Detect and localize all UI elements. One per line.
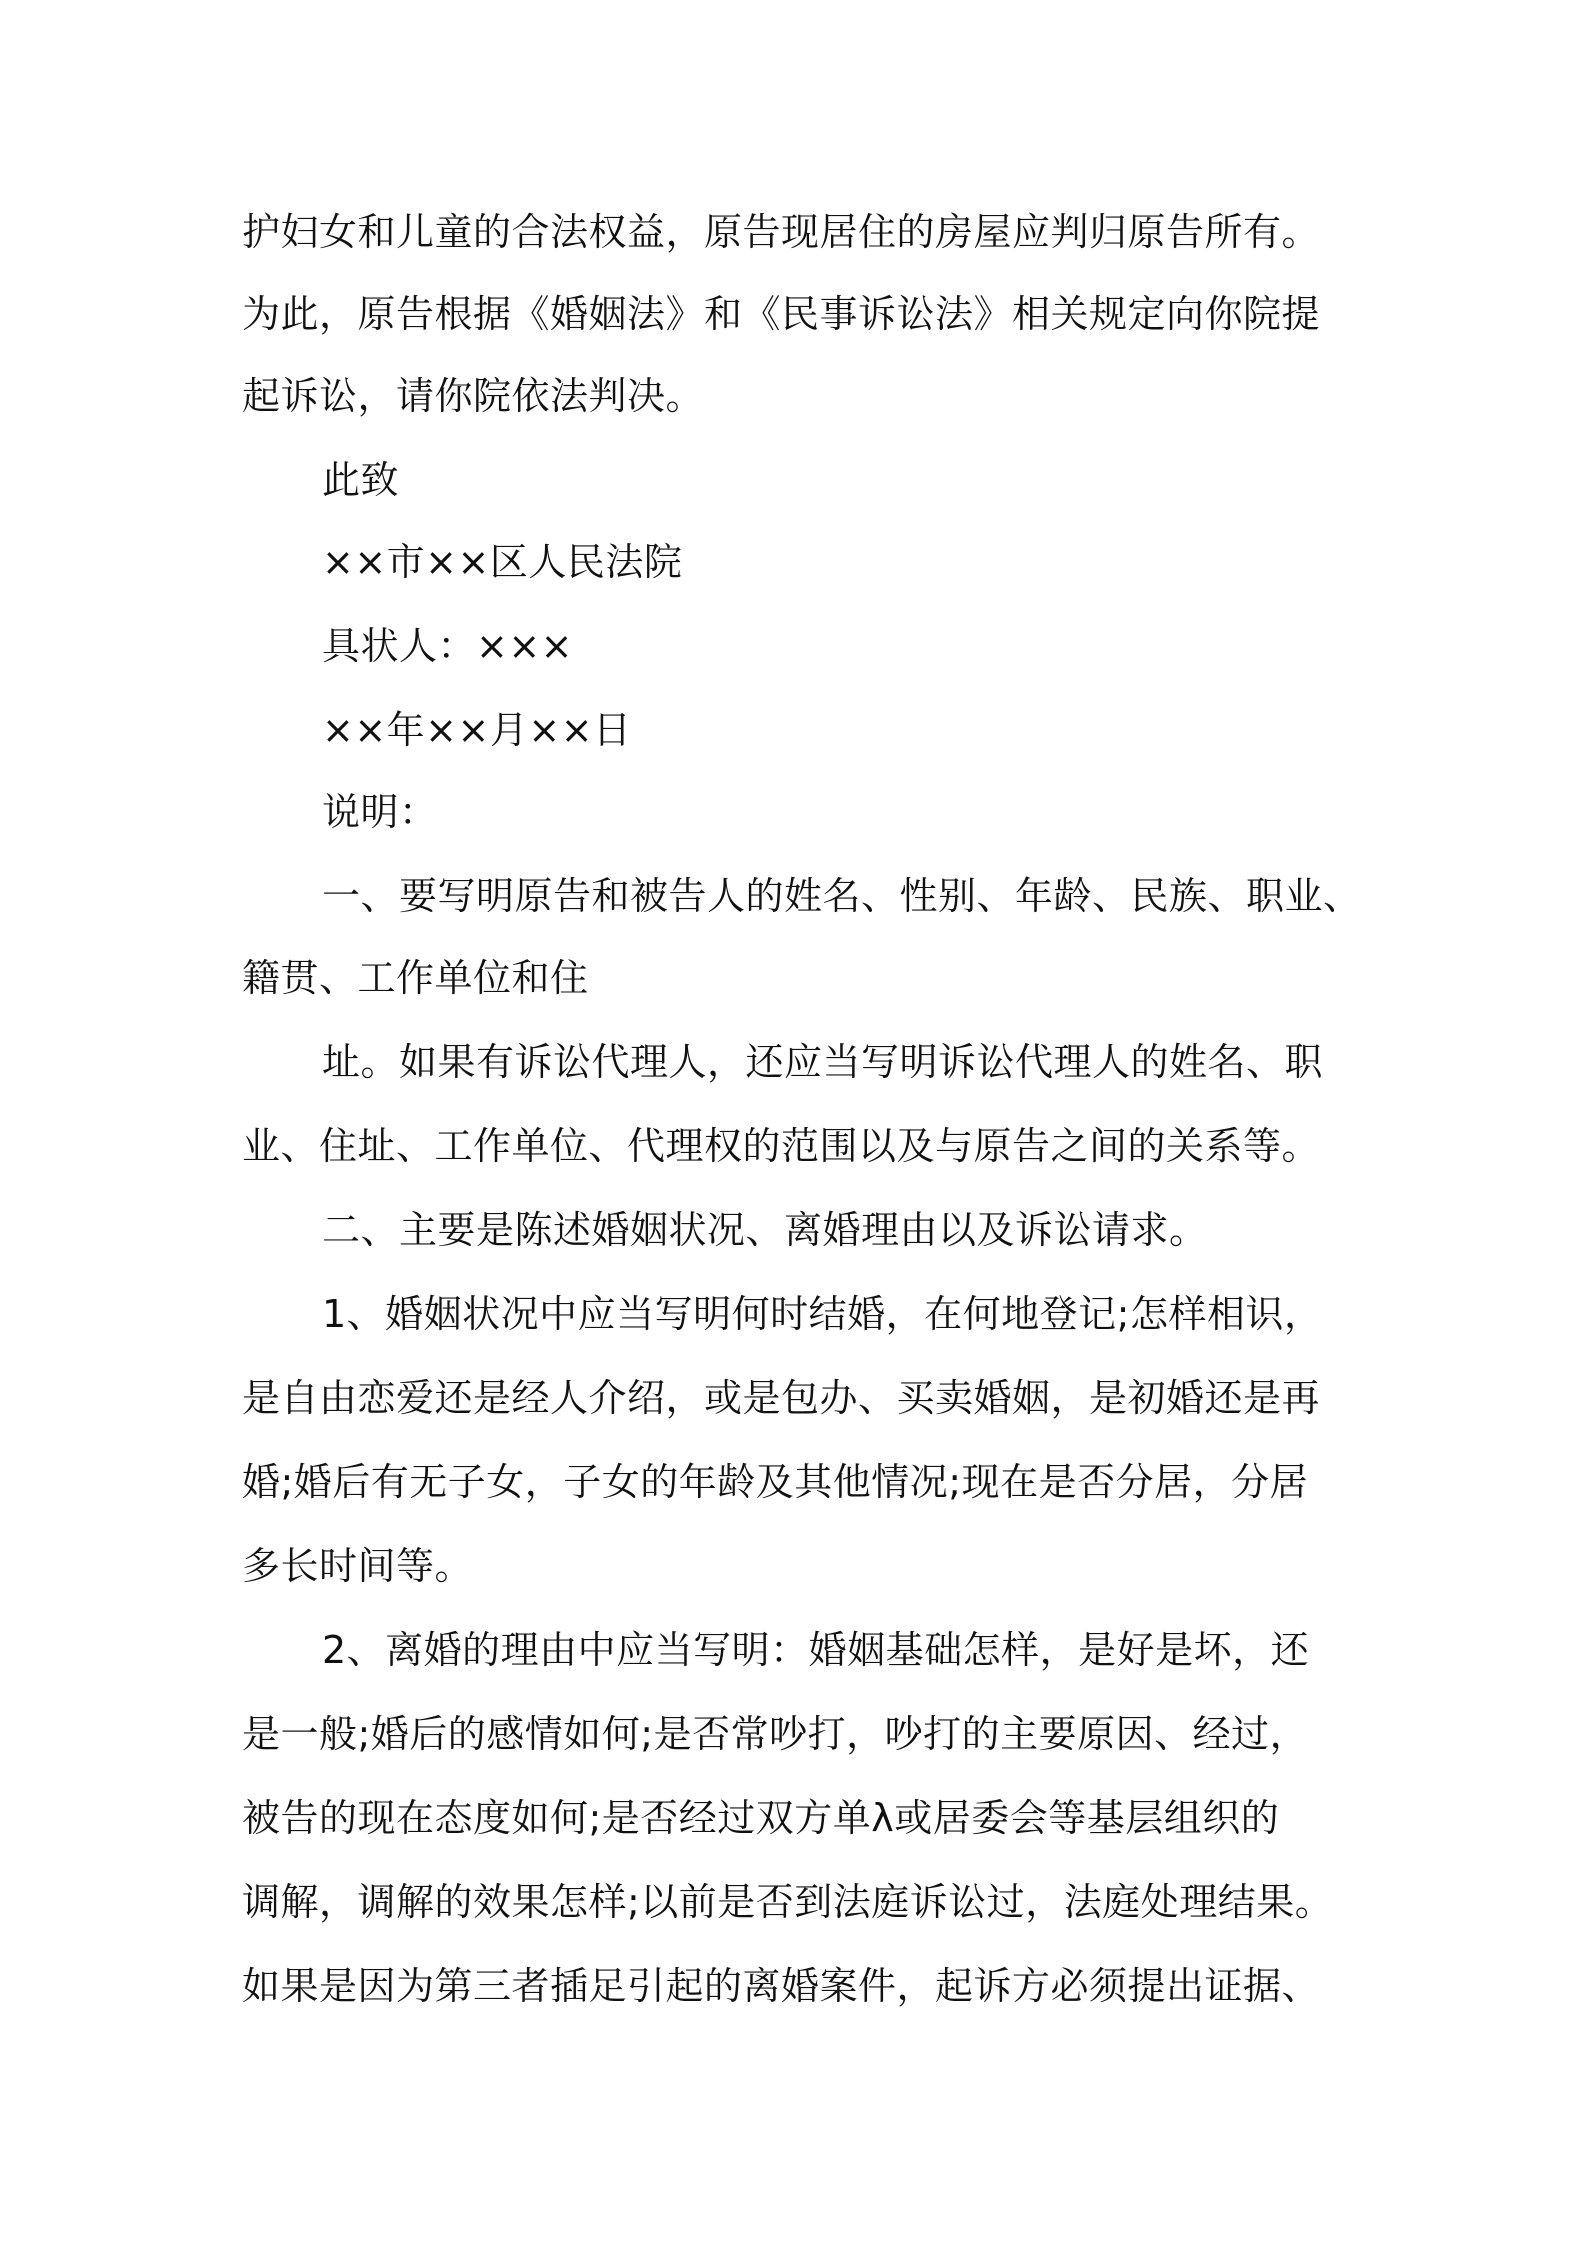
text-line: 1、婚姻状况中应当写明何时结婚，在何地登记;怎样相识， [322, 1292, 1323, 1336]
text-line: 被告的现在态度如何;是否经过双方单λ或居委会等基层组织的 [242, 1796, 1280, 1840]
court-name: ××市××区人民法院 [322, 540, 683, 584]
text-line: 一、要写明原告和被告人的姓名、性别、年龄、民族、职业、 [322, 874, 1362, 918]
text-line: 址。如果有诉讼代理人，还应当写明诉讼代理人的姓名、职 [322, 1040, 1324, 1084]
text-line: 婚;婚后有无子女，子女的年龄及其他情况;现在是否分居，分居 [242, 1460, 1309, 1504]
text-line: 2、离婚的理由中应当写明：婚姻基础怎样，是好是坏，还 [322, 1628, 1310, 1672]
text-line: 如果是因为第三者插足引起的离婚案件，起诉方必须提出证据、 [242, 1964, 1321, 2008]
text-line: 是自由恋爱还是经人介绍，或是包办、买卖婚姻，是初婚还是再 [242, 1376, 1321, 1420]
salutation: 此致 [322, 458, 400, 502]
text-line: 业、住址、工作单位、代理权的范围以及与原告之间的关系等。 [242, 1124, 1321, 1168]
text-line: 二、主要是陈述婚姻状况、离婚理由以及诉讼请求。 [322, 1208, 1208, 1252]
text-line: 是一般;婚后的感情如何;是否常吵打，吵打的主要原因、经过， [242, 1712, 1309, 1756]
notes-heading: 说明： [322, 790, 438, 834]
text-line: 籍贯、工作单位和住 [242, 956, 589, 1000]
text-line: 起诉讼，请你院依法判决。 [242, 374, 705, 418]
plaintiff-signature: 具状人：××× [322, 624, 574, 668]
text-line: 护妇女和儿童的合法权益，原告现居住的房屋应判归原告所有。 [242, 210, 1321, 254]
text-line: 多长时间等。 [242, 1544, 474, 1588]
date-line: ××年××月××日 [322, 708, 632, 752]
text-line: 调解，调解的效果怎样;以前是否到法庭诉讼过，法庭处理结果。 [242, 1880, 1334, 1924]
text-line: 为此，原告根据《婚姻法》和《民事诉讼法》相关规定向你院提 [242, 292, 1321, 336]
